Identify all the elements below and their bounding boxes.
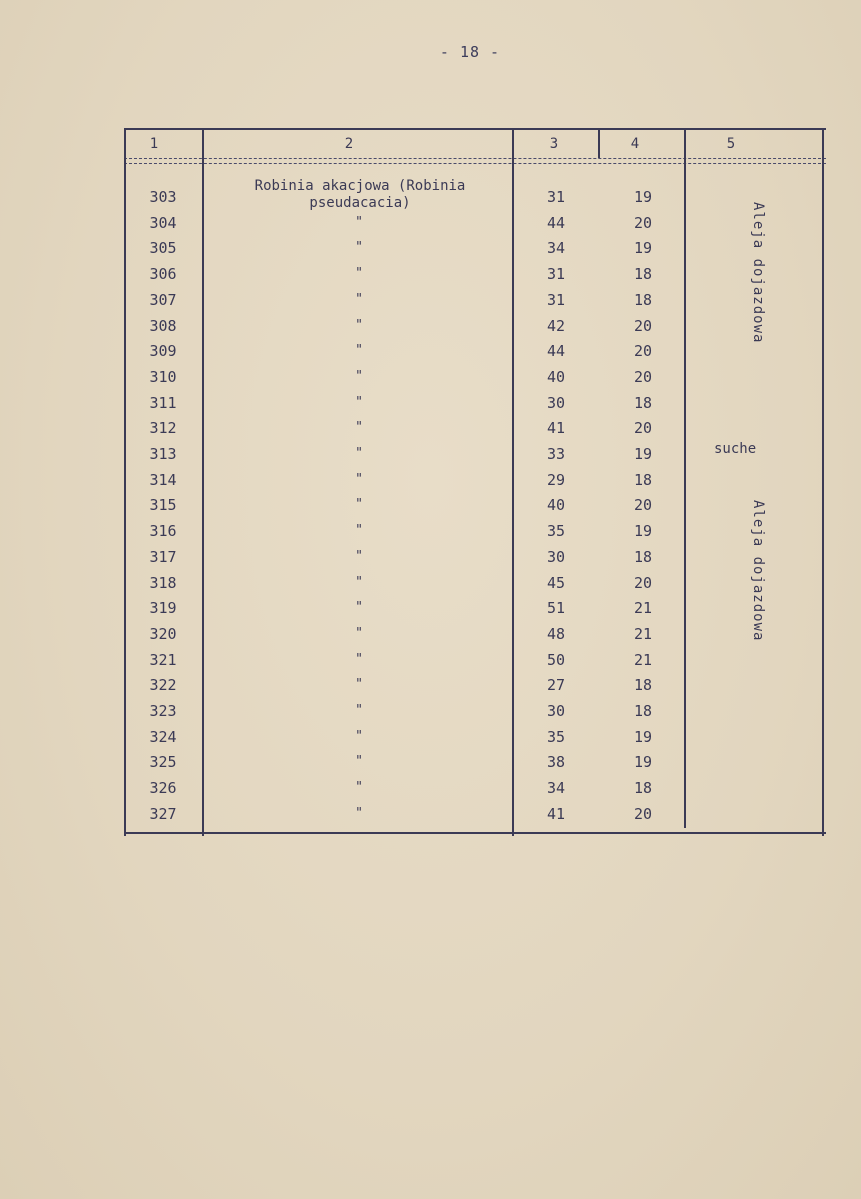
species-ditto: " xyxy=(355,677,363,692)
species-ditto: " xyxy=(355,754,363,769)
value-col-4: 20 xyxy=(633,368,653,386)
row-number: 310 xyxy=(149,368,177,386)
row-number: 313 xyxy=(149,445,177,463)
value-col-3: 38 xyxy=(546,753,566,771)
remark-upper: Aleja dojazdowa xyxy=(750,202,766,344)
value-col-4: 18 xyxy=(633,779,653,797)
value-col-3: 30 xyxy=(546,548,566,566)
tree-table xyxy=(124,128,826,836)
species-ditto: " xyxy=(355,703,363,718)
value-col-4: 19 xyxy=(633,728,653,746)
row-number: 308 xyxy=(149,317,177,335)
header-separator xyxy=(124,158,826,164)
value-col-4: 21 xyxy=(633,651,653,669)
species-ditto: " xyxy=(355,652,363,667)
value-col-4: 19 xyxy=(633,522,653,540)
row-number: 321 xyxy=(149,651,177,669)
value-col-4: 18 xyxy=(633,394,653,412)
species-ditto: " xyxy=(355,318,363,333)
value-col-3: 33 xyxy=(546,445,566,463)
row-number: 317 xyxy=(149,548,177,566)
table-top-border xyxy=(124,128,826,130)
value-col-4: 20 xyxy=(633,419,653,437)
row-number: 324 xyxy=(149,728,177,746)
row-number: 319 xyxy=(149,599,177,617)
value-col-3: 35 xyxy=(546,728,566,746)
value-col-4: 20 xyxy=(633,214,653,232)
row-number: 318 xyxy=(149,574,177,592)
value-col-4: 19 xyxy=(633,239,653,257)
value-col-3: 50 xyxy=(546,651,566,669)
header-col-5: 5 xyxy=(726,136,736,152)
row-number: 307 xyxy=(149,291,177,309)
row-number: 327 xyxy=(149,805,177,823)
species-ditto: " xyxy=(355,600,363,615)
value-col-3: 44 xyxy=(546,214,566,232)
remark-lower: Aleja dojazdowa xyxy=(750,500,766,642)
value-col-4: 18 xyxy=(633,548,653,566)
value-col-4: 20 xyxy=(633,805,653,823)
row-number: 306 xyxy=(149,265,177,283)
value-col-4: 20 xyxy=(633,574,653,592)
species-ditto: " xyxy=(355,266,363,281)
header-col-2: 2 xyxy=(344,136,354,152)
species-ditto: " xyxy=(355,446,363,461)
species-ditto: " xyxy=(355,497,363,512)
species-ditto: " xyxy=(355,806,363,821)
value-col-4: 18 xyxy=(633,291,653,309)
value-col-4: 18 xyxy=(633,676,653,694)
value-col-4: 21 xyxy=(633,625,653,643)
header-col-4: 4 xyxy=(630,136,640,152)
value-col-3: 42 xyxy=(546,317,566,335)
value-col-3: 40 xyxy=(546,368,566,386)
row-number: 326 xyxy=(149,779,177,797)
value-col-4: 20 xyxy=(633,342,653,360)
remark-middle: suche xyxy=(714,441,757,457)
value-col-4: 18 xyxy=(633,471,653,489)
value-col-4: 18 xyxy=(633,702,653,720)
species-ditto: " xyxy=(355,240,363,255)
table-bottom-border xyxy=(124,832,826,834)
value-col-3: 30 xyxy=(546,702,566,720)
value-col-3: 45 xyxy=(546,574,566,592)
row-number: 309 xyxy=(149,342,177,360)
species-ditto xyxy=(204,186,514,208)
value-col-4: 21 xyxy=(633,599,653,617)
value-col-3: 41 xyxy=(546,805,566,823)
row-number: 323 xyxy=(149,702,177,720)
row-number: 303 xyxy=(149,188,177,206)
value-col-4: 20 xyxy=(633,317,653,335)
row-number: 316 xyxy=(149,522,177,540)
species-ditto: " xyxy=(355,395,363,410)
species-ditto: " xyxy=(355,729,363,744)
value-col-3: 34 xyxy=(546,779,566,797)
col-divider-5 xyxy=(822,128,824,836)
species-ditto: " xyxy=(355,575,363,590)
header-col-1: 1 xyxy=(149,136,159,152)
row-number: 311 xyxy=(149,394,177,412)
value-col-3: 41 xyxy=(546,419,566,437)
value-col-4: 20 xyxy=(633,496,653,514)
row-number: 304 xyxy=(149,214,177,232)
species-ditto: " xyxy=(355,292,363,307)
row-number: 322 xyxy=(149,676,177,694)
row-number: 320 xyxy=(149,625,177,643)
row-number: 305 xyxy=(149,239,177,257)
species-ditto: " xyxy=(355,523,363,538)
page-number: - 18 - xyxy=(439,43,501,61)
row-number: 325 xyxy=(149,753,177,771)
value-col-4: 19 xyxy=(633,188,653,206)
species-ditto: " xyxy=(355,420,363,435)
value-col-3: 35 xyxy=(546,522,566,540)
value-col-3: 30 xyxy=(546,394,566,412)
value-col-3: 48 xyxy=(546,625,566,643)
species-name: Robinia akacjowa (Robinia pseudacacia) xyxy=(254,178,466,211)
value-col-3: 44 xyxy=(546,342,566,360)
species-ditto: " xyxy=(355,626,363,641)
value-col-3: 29 xyxy=(546,471,566,489)
row-number: 312 xyxy=(149,419,177,437)
species-ditto: " xyxy=(355,780,363,795)
species-ditto: " xyxy=(355,215,363,230)
value-col-3: 31 xyxy=(546,291,566,309)
header-col-3: 3 xyxy=(549,136,559,152)
species-ditto: " xyxy=(355,549,363,564)
value-col-3: 31 xyxy=(546,265,566,283)
value-col-3: 34 xyxy=(546,239,566,257)
value-col-4: 18 xyxy=(633,265,653,283)
species-ditto: " xyxy=(355,369,363,384)
row-number: 315 xyxy=(149,496,177,514)
species-ditto: " xyxy=(355,343,363,358)
value-col-4: 19 xyxy=(633,445,653,463)
species-ditto: " xyxy=(355,472,363,487)
value-col-3: 27 xyxy=(546,676,566,694)
value-col-4: 19 xyxy=(633,753,653,771)
value-col-3: 51 xyxy=(546,599,566,617)
value-col-3: 40 xyxy=(546,496,566,514)
row-number: 314 xyxy=(149,471,177,489)
value-col-3: 31 xyxy=(546,188,566,206)
